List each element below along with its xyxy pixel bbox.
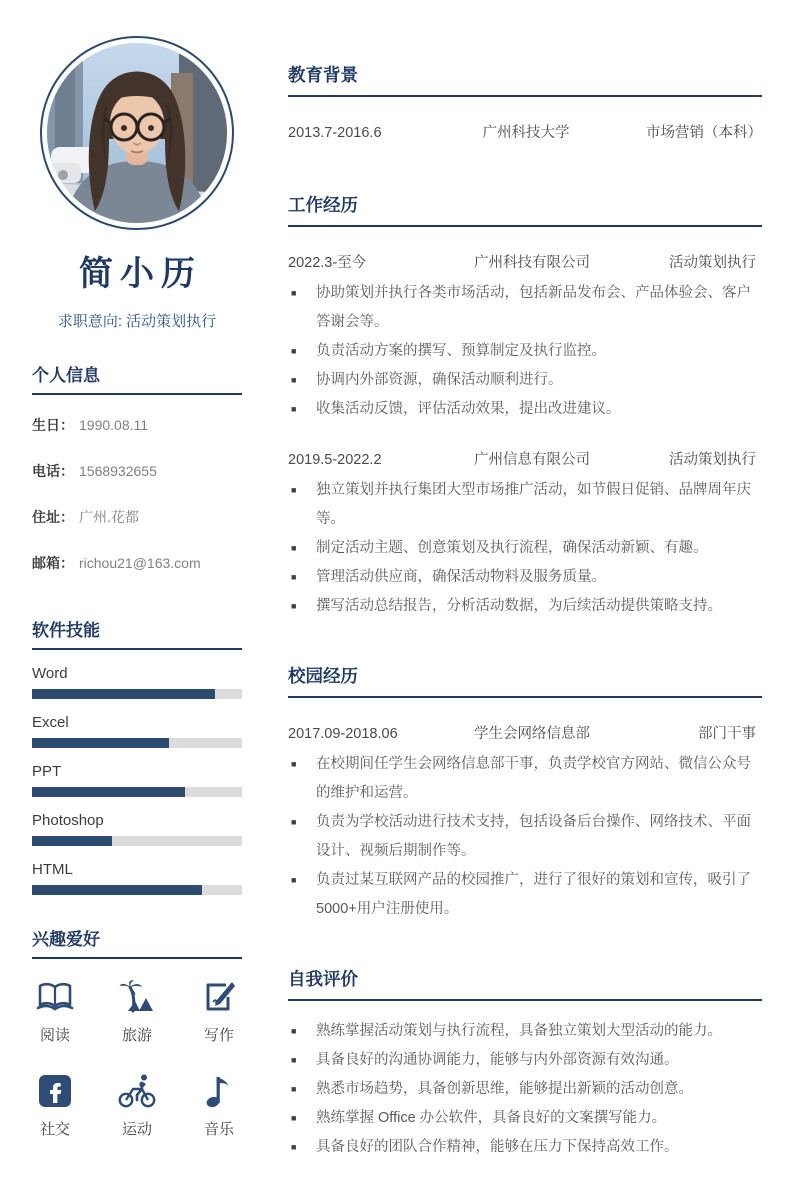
entry-header	[288, 722, 762, 743]
info-value: 1990.08.11	[79, 417, 149, 433]
campus-title: 校园经历	[288, 666, 358, 686]
book-icon	[36, 979, 74, 1015]
hobby-grid	[32, 979, 242, 1139]
entry-period: 2019.5-2022.2	[288, 452, 382, 468]
entry-bullets	[288, 279, 762, 424]
hobby-social	[32, 1073, 78, 1139]
skill-bar-fill	[32, 738, 169, 748]
info-value: 广州.花都	[79, 509, 139, 525]
hobby-label: 社交	[39, 1121, 70, 1138]
bullet-item: ■ 在校期间任学生会网络信息部干事，负责学校官方网站、微信公众号的维护和运营。	[288, 750, 762, 808]
hobby-music	[196, 1073, 242, 1139]
entry-company: 广州科技有限公司	[474, 255, 590, 271]
entry-header	[288, 448, 762, 469]
hobby-sports	[114, 1073, 160, 1139]
skills-section	[32, 616, 242, 895]
bullet-item: ■ 撰写活动总结报告，分析活动数据，为后续活动提供策略支持。	[288, 592, 762, 621]
work-entry-1	[288, 251, 762, 424]
work-section	[288, 192, 762, 621]
profile-photo	[40, 36, 234, 230]
skill-bar	[32, 787, 242, 797]
campus-entry	[288, 722, 762, 924]
skill-ppt	[32, 763, 242, 797]
entry-bullets	[288, 476, 762, 621]
skill-bar	[32, 689, 242, 699]
section-rule	[288, 999, 762, 1001]
education-entry	[288, 121, 762, 142]
sidebar	[0, 0, 270, 1192]
skill-bar	[32, 836, 242, 846]
section-rule	[288, 696, 762, 698]
info-row-birthday	[32, 402, 242, 448]
bullet-item: ■ 熟练掌握 Office 办公软件，具备良好的文案撰写能力。	[288, 1104, 762, 1133]
info-row-phone	[32, 448, 242, 494]
skill-bar-fill	[32, 689, 215, 699]
info-row-address	[32, 494, 242, 540]
work-title: 工作经历	[288, 195, 358, 215]
campus-section	[288, 663, 762, 924]
skill-bar-fill	[32, 836, 112, 846]
info-label: 住址：	[32, 509, 74, 525]
info-value: 1568932655	[79, 463, 157, 479]
entry-header	[288, 251, 762, 272]
section-rule	[288, 225, 762, 227]
skill-name: Excel	[32, 714, 69, 731]
main-column	[270, 0, 800, 1192]
candidate-name: 简小历	[79, 255, 202, 293]
skill-bar	[32, 885, 242, 895]
hobby-travel	[114, 979, 160, 1045]
bullet-item: ■ 协调内外部资源，确保活动顺利进行。	[288, 366, 762, 395]
hobby-reading	[32, 979, 78, 1045]
skill-bar	[32, 738, 242, 748]
section-rule	[32, 393, 242, 395]
hobby-label: 音乐	[203, 1121, 234, 1138]
education-section	[288, 62, 762, 142]
evaluation-section	[288, 966, 762, 1162]
skills-title: 软件技能	[32, 621, 100, 640]
bullet-item: ■ 负责活动方案的撰写、预算制定及执行监控。	[288, 337, 762, 366]
entry-bullets	[288, 750, 762, 924]
skill-html	[32, 861, 242, 895]
section-rule	[288, 95, 762, 97]
writing-icon	[202, 979, 236, 1015]
info-row-email	[32, 540, 242, 586]
evaluation-bullets	[288, 1017, 762, 1162]
portrait-image	[47, 43, 227, 223]
bullet-item: ■ 独立策划并执行集团大型市场推广活动，如节假日促销、品牌周年庆等。	[288, 476, 762, 534]
work-entry-2	[288, 448, 762, 621]
facebook-icon	[39, 1073, 71, 1109]
hobbies-title: 兴趣爱好	[32, 930, 100, 949]
bullet-item: ■ 管理活动供应商，确保活动物料及服务质量。	[288, 563, 762, 592]
entry-organization: 学生会网络信息部	[474, 726, 590, 742]
bullet-item: ■ 协助策划并执行各类市场活动，包括新品发布会、产品体验会、客户答谢会等。	[288, 279, 762, 337]
portrait-illustration	[47, 43, 227, 223]
entry-school: 广州科技大学	[482, 125, 570, 141]
hobbies-section	[32, 925, 242, 1139]
section-rule	[32, 648, 242, 650]
entry-company: 广州信息有限公司	[474, 452, 590, 468]
entry-period: 2017.09-2018.06	[288, 726, 398, 742]
hobby-label: 运动	[121, 1121, 152, 1138]
education-title: 教育背景	[288, 65, 358, 85]
bullet-item: ■ 熟练掌握活动策划与执行流程，具备独立策划大型活动的能力。	[288, 1017, 762, 1046]
music-note-icon	[205, 1073, 233, 1109]
personal-info-section	[32, 361, 242, 586]
bullet-item: ■ 负责为学校活动进行技术支持，包括设备后台操作、网络技术、平面设计、视频后期制作等。	[288, 808, 762, 866]
hobby-writing	[196, 979, 242, 1045]
bullet-item: ■ 制定活动主题、创意策划及执行流程，确保活动新颖、有趣。	[288, 534, 762, 563]
skill-name: HTML	[32, 861, 73, 878]
entry-role: 活动策划执行	[669, 452, 756, 468]
entry-role: 部门干事	[698, 726, 756, 742]
skill-bar-fill	[32, 787, 185, 797]
hobby-label: 旅游	[121, 1027, 152, 1044]
hobby-label: 阅读	[39, 1027, 70, 1044]
travel-icon	[119, 979, 155, 1015]
hobby-label: 写作	[203, 1027, 234, 1044]
bullet-item: ■ 熟悉市场趋势，具备创新思维，能够提出新颖的活动创意。	[288, 1075, 762, 1104]
evaluation-title: 自我评价	[288, 969, 358, 989]
skill-name: Word	[32, 665, 68, 682]
skill-name: PPT	[32, 763, 62, 780]
section-rule	[32, 957, 242, 959]
bullet-item: ■ 具备良好的团队合作精神，能够在压力下保持高效工作。	[288, 1133, 762, 1162]
personal-info-list	[32, 402, 242, 586]
info-label: 电话：	[32, 463, 74, 479]
skill-photoshop	[32, 812, 242, 846]
skill-name: Photoshop	[32, 812, 104, 829]
entry-major: 市场营销（本科）	[646, 125, 762, 141]
skill-excel	[32, 714, 242, 748]
entry-period: 2013.7-2016.6	[288, 125, 382, 141]
entry-period: 2022.3-至今	[288, 255, 367, 271]
info-label: 邮箱：	[32, 555, 74, 571]
personal-info-title: 个人信息	[32, 366, 100, 385]
cycling-icon	[118, 1073, 156, 1109]
skill-word	[32, 665, 242, 699]
entry-role: 活动策划执行	[669, 255, 756, 271]
job-intent: 求职意向: 活动策划执行	[57, 313, 217, 330]
bullet-item: ■ 具备良好的沟通协调能力，能够与内外部资源有效沟通。	[288, 1046, 762, 1075]
skill-bar-fill	[32, 885, 202, 895]
info-label: 生日：	[32, 417, 74, 433]
bullet-item: ■ 负责过某互联网产品的校园推广，进行了很好的策划和宣传，吸引了5000+用户注册使用。	[288, 866, 762, 924]
bullet-item: ■ 收集活动反馈，评估活动效果，提出改进建议。	[288, 395, 762, 424]
info-value: richou21@163.com	[79, 555, 201, 571]
